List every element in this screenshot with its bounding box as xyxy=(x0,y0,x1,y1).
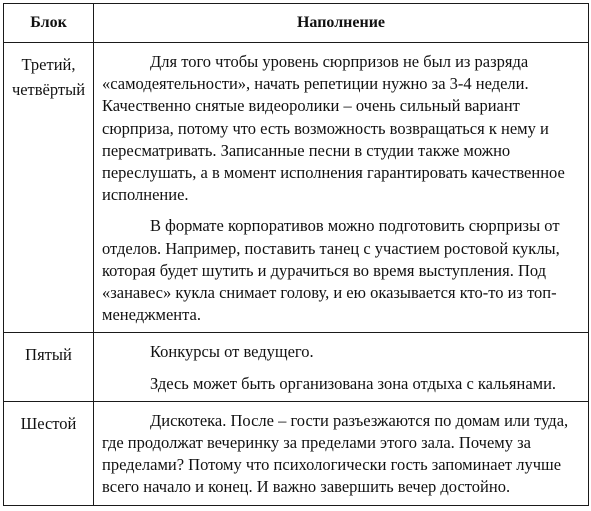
table-header-row xyxy=(4,4,589,43)
content-cell xyxy=(94,401,589,505)
header-block: Блок xyxy=(4,4,94,43)
table-row xyxy=(4,333,589,401)
content-paragraph: Конкурсы от ведущего. xyxy=(150,342,314,362)
content-paragraph: Для того чтобы уровень сюрпризов не был из разряда «самодеятельности», начать репетиции нужно за 3-4 недели. Качественно снятые видеоролики – очень сильный вариант сюрприза, потому что есть возможность возвращаться к нему и пересматривать. Записанные песни в студии также можно переслушать, а в момент исполнения гарантировать качественное исполнение. xyxy=(102,52,565,205)
block-name-cell: Шестой xyxy=(4,401,94,505)
content-cell xyxy=(94,43,589,333)
table-row xyxy=(4,43,589,333)
block-name-cell: Пятый xyxy=(4,333,94,401)
content-paragraph: Здесь может быть организована зона отдыха с кальянами. xyxy=(150,373,557,393)
content-cell xyxy=(94,333,589,401)
content-paragraph: Дискотека. После – гости разъезжаются по домам или туда, где продолжат вечеринку за пределами этого зала. Почему за пределами? Потому что психологически гость запоминает лучше всего начало и конец. И важно завершить вечер достойно. xyxy=(102,410,569,497)
header-content: Наполнение xyxy=(94,4,589,43)
content-paragraph: В формате корпоративов можно подготовить сюрпризы от отделов. Например, поставить танец с участием ростовой куклы, которая будет шутить и дурачиться во время выступления. Под «занавес» кукла снимает голову, и ею оказывается кто-то из топ-менеджмента. xyxy=(102,216,560,325)
table-row xyxy=(4,401,589,505)
content-table xyxy=(3,3,589,506)
block-name-cell: Третий, четвёртый xyxy=(4,43,94,333)
